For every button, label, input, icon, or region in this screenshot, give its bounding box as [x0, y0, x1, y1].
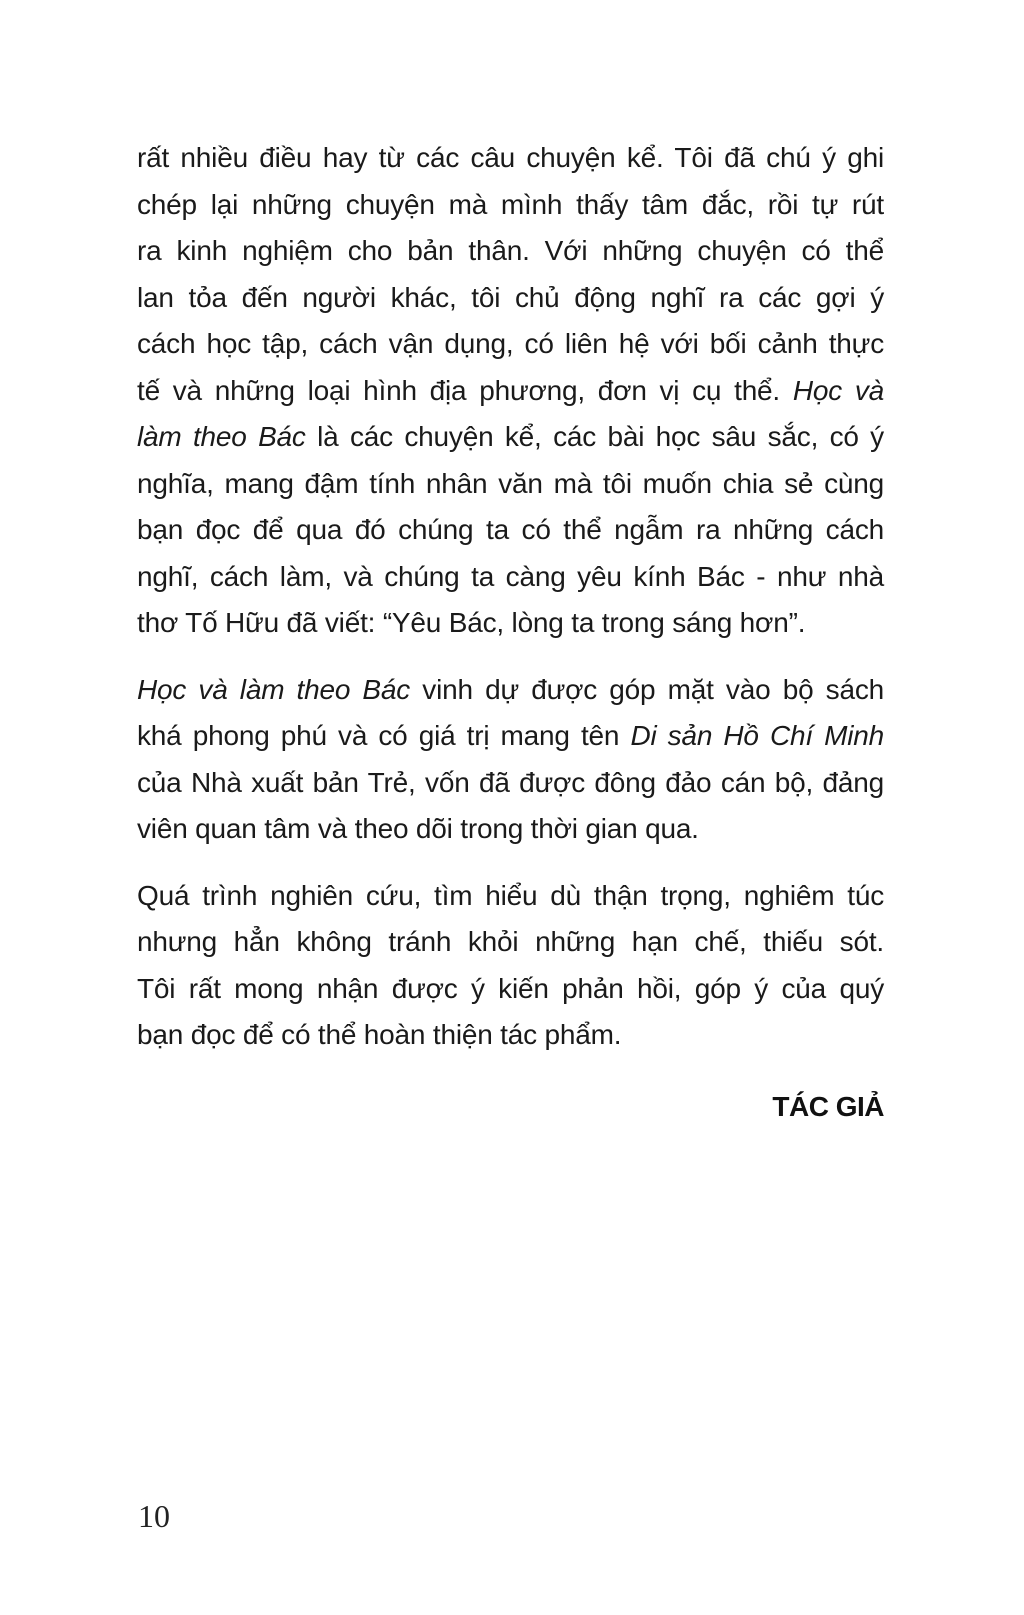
- italic-text: Học và: [792, 374, 884, 406]
- italic-text: Học và làm theo Bác: [137, 673, 411, 705]
- text-segment: ra kinh nghiệm cho bản thân. Với những chuyện có thể: [137, 235, 884, 266]
- text-segment: khá phong phú và có giá trị mang tên: [137, 720, 631, 751]
- text-segment: Tôi rất mong nhận được ý kiến phản hồi, góp ý của quý: [137, 972, 884, 1004]
- text-segment: nghĩa, mang đậm tính nhân văn mà tôi muốn chia sẻ cùng: [137, 467, 884, 499]
- text-line: [137, 414, 884, 461]
- text-line: [137, 554, 884, 601]
- italic-text: làm theo Bác: [137, 421, 306, 452]
- body-text: [137, 135, 884, 1059]
- paragraph: [137, 135, 884, 647]
- author-signature: TÁC GIẢ: [772, 1090, 884, 1122]
- text-line: [137, 1012, 884, 1059]
- text-line: [137, 321, 884, 368]
- text-line: [137, 760, 884, 807]
- text-segment: bạn đọc để qua đó chúng ta có thể ngẫm ra những cách: [137, 514, 884, 545]
- text-segment: nghĩ, cách làm, và chúng ta càng yêu kính Bác - như nhà: [137, 560, 884, 592]
- text-segment: tế và những loại hình địa phương, đơn vị cụ thể.: [137, 374, 793, 406]
- text-line: [137, 228, 884, 275]
- text-line: [137, 873, 884, 920]
- text-line: [137, 135, 884, 182]
- text-line: [137, 507, 884, 554]
- text-line: [137, 713, 884, 760]
- text-line: [137, 919, 884, 966]
- text-line: [137, 806, 884, 853]
- text-line: [137, 182, 884, 229]
- page-content: [137, 135, 884, 1127]
- text-segment: vinh dự được góp mặt vào bộ sách: [410, 673, 884, 705]
- text-segment: lan tỏa đến người khác, tôi chủ động nghĩ ra các gợi ý: [137, 281, 884, 313]
- page-number: 10: [138, 1498, 170, 1534]
- text-line: [137, 600, 884, 647]
- text-segment: thơ Tố Hữu đã viết: “Yêu Bác, lòng ta trong sáng hơn”.: [137, 607, 806, 638]
- text-segment: nhưng hẳn không tránh khỏi những hạn chế, thiếu sót.: [137, 926, 884, 957]
- text-segment: cách học tập, cách vận dụng, có liên hệ với bối cảnh thực: [137, 328, 884, 359]
- text-line: [137, 275, 884, 322]
- text-line: [137, 966, 884, 1013]
- text-segment: chép lại những chuyện mà mình thấy tâm đắc, rồi tự rút: [137, 188, 884, 220]
- text-segment: là các chuyện kể, các bài học sâu sắc, có ý: [305, 421, 884, 452]
- text-line: [137, 461, 884, 508]
- text-segment: viên quan tâm và theo dõi trong thời gian qua.: [137, 813, 699, 844]
- text-line: [137, 368, 884, 415]
- text-segment: của Nhà xuất bản Trẻ, vốn đã được đông đảo cán bộ, đảng: [137, 766, 884, 798]
- text-line: [137, 667, 884, 714]
- text-segment: bạn đọc để có thể hoàn thiện tác phẩm.: [137, 1019, 622, 1050]
- text-segment: Quá trình nghiên cứu, tìm hiểu dù thận trọng, nghiêm túc: [137, 879, 884, 911]
- text-segment: rất nhiều điều hay từ các câu chuyện kể. Tôi đã chú ý ghi: [137, 142, 884, 173]
- paragraph: [137, 873, 884, 1059]
- paragraph: [137, 667, 884, 853]
- italic-text: Di sản Hồ Chí Minh: [630, 720, 884, 751]
